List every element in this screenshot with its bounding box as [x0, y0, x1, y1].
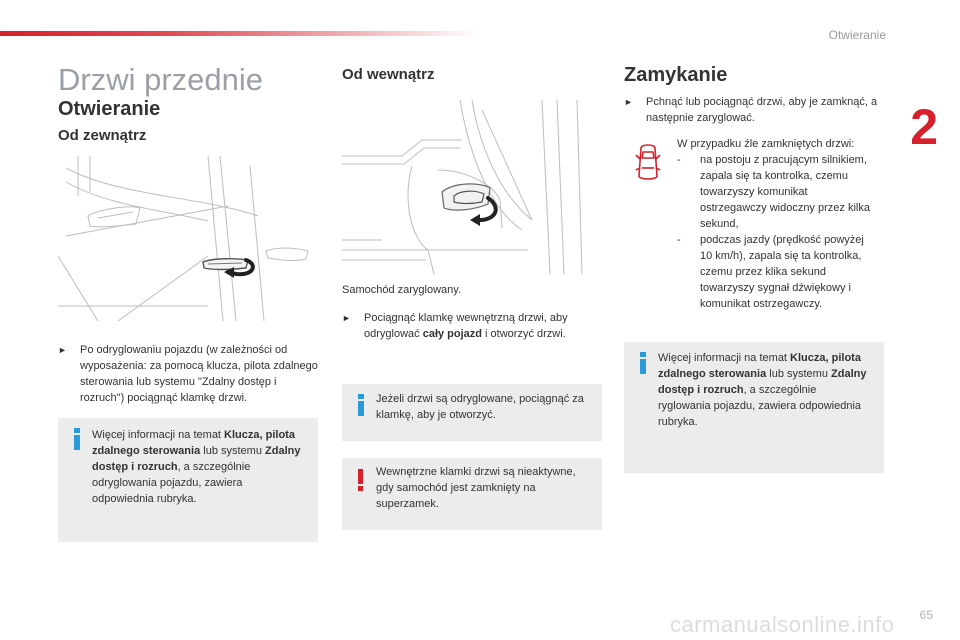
page-title: Drzwi przednie — [58, 62, 264, 97]
exterior-instruction — [58, 342, 320, 406]
interior-handle-illustration — [342, 100, 602, 274]
exterior-handle — [203, 259, 248, 270]
alert-intro: W przypadku źle zamkniętych drzwi: — [677, 138, 855, 150]
exterior-instruction-text: Po odryglowaniu pojazdu (w zależności od wyposażenia: za pomocą klucza, pilota zdalnego sterowania lub systemu "Zdalny dostęp i rozruch") pociągnąć klamkę drzwi. — [80, 344, 318, 404]
info-box-middle — [342, 384, 602, 441]
chapter-number: 2 — [910, 99, 938, 155]
section-label: Otwieranie — [828, 28, 886, 42]
bullet-marker-icon: ► — [342, 313, 351, 323]
info-box-right — [624, 342, 884, 473]
exterior-handle-illustration — [58, 156, 318, 326]
closing-instruction — [624, 94, 882, 126]
closing-instruction-text: Pchnąć lub pociągnąć drzwi, aby je zamknąć, a następnie zaryglować. — [646, 96, 878, 124]
interior-instruction-text: Pociągnąć klamkę wewnętrzną drzwi, aby odryglować cały pojazd i otworzyć drzwi. — [364, 312, 568, 340]
alert-list-item: - podczas jazdy (prędkość powyżej 10 km/h), zapala się ta kontrolka, czemu przez klika sekund towarzyszy sygnał dźwiękowy i komunikat ostrzegawczy. — [677, 234, 864, 310]
warning-icon — [358, 469, 364, 491]
warning-text: Wewnętrzne klamki drzwi są nieaktywne, gdy samochód jest zamknięty na superzamek. — [376, 466, 576, 510]
page-number: 65 — [919, 608, 933, 622]
info-icon — [640, 352, 646, 374]
subheading-outside: Od zewnątrz — [58, 127, 147, 144]
heading-opening: Otwieranie — [58, 98, 161, 120]
info-text-middle: Jeżeli drzwi są odryglowane, pociągnąć za klamkę, aby je otworzyć. — [376, 393, 584, 421]
alert-list — [677, 152, 877, 312]
dash-marker: - — [677, 154, 681, 166]
dash-marker: - — [677, 234, 681, 246]
info-icon — [358, 394, 364, 416]
info-text-right: Więcej informacji na temat Klucza, pilota zdalnego sterowania lub systemu Zdalny dostęp i rozruch, a szczególnie ryglowania pojazdu, zawiera odpowiednia rubryka. — [658, 352, 867, 428]
bullet-marker-icon: ► — [624, 97, 633, 107]
bullet-marker-icon: ► — [58, 345, 67, 355]
info-box-left — [58, 418, 318, 542]
heading-inside: Od wewnątrz — [342, 66, 435, 83]
interior-instruction — [342, 310, 604, 342]
header-accent-bar — [0, 31, 480, 36]
info-icon — [74, 428, 80, 450]
interior-handle — [442, 184, 490, 210]
warning-box — [342, 458, 602, 530]
info-text-left: Więcej informacji na temat Klucza, pilota zdalnego sterowania lub systemu Zdalny dostęp i rozruch, a szczególnie odryglowania pojazdu, zawiera odpowiednia rubryka. — [92, 429, 301, 505]
status-text: Samochód zaryglowany. — [342, 284, 462, 296]
watermark: carmanualsonline.info — [670, 612, 895, 637]
heading-closing: Zamykanie — [624, 64, 728, 86]
arrow-head-icon — [470, 214, 480, 226]
alert-list-item: - na postoju z pracującym silnikiem, zapala się ta kontrolka, czemu towarzyszy komunikat ostrzegawczy widoczny przez kilka sekund, — [677, 154, 870, 230]
door-open-warning-lamp-icon — [633, 142, 663, 182]
